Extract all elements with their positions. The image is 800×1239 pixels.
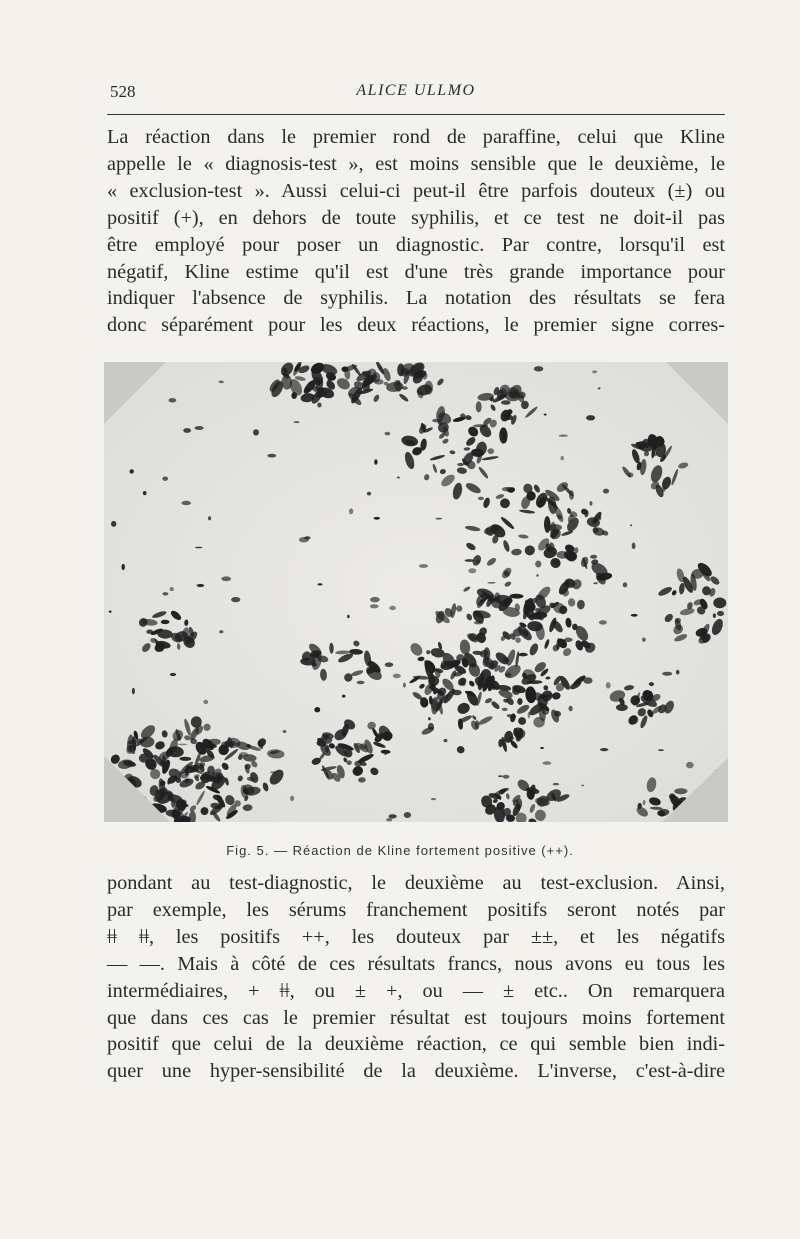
floc-speck	[219, 381, 224, 384]
floc-speck	[208, 516, 211, 520]
floc-speck	[428, 717, 431, 720]
floc-speck	[478, 497, 484, 501]
floc-speck	[404, 812, 411, 818]
floc-speck	[590, 501, 593, 506]
header-rule	[107, 114, 725, 115]
text-line: positif que celui de la deuxième réaction, ce qui semble bien indi-	[107, 1033, 725, 1056]
text-line: La réaction dans le premier rond de paraffine, celui que Kline	[107, 126, 725, 148]
floc-speck	[476, 559, 481, 563]
floc-speck	[676, 670, 680, 675]
running-head	[107, 82, 725, 104]
floc-speck	[686, 762, 694, 769]
floc-speck	[342, 695, 345, 698]
floc-speck	[581, 785, 584, 787]
floc-speck	[598, 387, 601, 389]
floc-speck	[367, 492, 371, 496]
floc-speck	[536, 574, 539, 577]
floc-speck	[195, 426, 204, 430]
floc-speck	[314, 707, 320, 712]
floc-speck	[419, 564, 428, 568]
floc-speck	[385, 662, 394, 667]
floc-speck	[468, 568, 476, 573]
text-line: que dans ces cas le premier résultat est toujours moins fortement	[107, 1006, 725, 1029]
floc-speck	[239, 752, 248, 756]
floc-speck	[435, 518, 442, 520]
text-line: pondant au test-diagnostic, le deuxième au test-exclusion. Ainsi,	[107, 872, 725, 894]
floc-particle	[476, 401, 482, 412]
floc-speck	[231, 597, 240, 602]
floc-speck	[534, 366, 543, 371]
floc-speck	[506, 487, 514, 492]
floc-speck	[632, 543, 636, 550]
floc-speck	[599, 515, 601, 521]
floc-speck	[623, 582, 628, 587]
text-line: donc séparément pour les deux réactions, le premier signe corres-	[107, 314, 725, 337]
text-line: par exemple, les sérums franchement positifs seront notés par	[107, 898, 725, 921]
floc-speck	[290, 796, 294, 802]
floc-speck	[606, 682, 611, 688]
floc-speck	[452, 690, 462, 696]
floc-speck	[586, 415, 595, 420]
floc-speck	[583, 677, 592, 684]
floc-speck	[386, 818, 392, 821]
floc-speck	[603, 489, 609, 494]
floc-speck	[245, 764, 251, 770]
floc-speck	[514, 389, 519, 395]
floc-speck	[132, 688, 135, 695]
floc-speck	[643, 800, 646, 805]
floc-speck	[468, 693, 474, 696]
floc-speck	[487, 582, 496, 584]
floc-speck	[444, 739, 448, 742]
floc-speck	[283, 730, 287, 733]
floc-speck	[354, 761, 361, 767]
floc-speck	[651, 453, 657, 457]
floc-speck	[162, 592, 168, 595]
floc-speck	[294, 421, 300, 423]
floc-speck	[169, 398, 177, 402]
floc-speck	[349, 508, 353, 514]
floc-speck	[457, 463, 464, 466]
floc-speck	[518, 653, 528, 657]
floc-speck	[195, 547, 202, 549]
running-title: ALICE ULLMO	[356, 82, 476, 99]
floc-speck	[161, 620, 170, 624]
micrograph-figure	[104, 362, 728, 822]
floc-speck	[270, 771, 275, 773]
text-line: positif (+), en dehors de toute syphilis, et ce test ne doit-il pas	[107, 206, 725, 229]
floc-speck	[197, 584, 205, 587]
floc-speck	[170, 587, 174, 591]
floc-speck	[389, 606, 396, 610]
floc-speck	[393, 674, 401, 679]
floc-speck	[109, 611, 112, 613]
floc-speck	[544, 414, 547, 416]
floc-speck	[642, 638, 646, 642]
floc-speck	[432, 419, 440, 423]
text-line: — —. Mais à côté de ces résultats francs, nous avons eu tous les	[107, 952, 725, 975]
floc-speck	[318, 583, 323, 585]
micrograph-image	[104, 362, 728, 822]
text-line: appelle le « diagnosis-test », est moins sensible que le deuxième, le	[107, 152, 725, 175]
floc-speck	[431, 798, 436, 800]
floc-speck	[221, 576, 231, 581]
paragraph-1	[107, 124, 725, 339]
page-number: 528	[110, 82, 136, 101]
floc-speck	[370, 597, 380, 602]
floc-speck	[498, 775, 503, 777]
floc-speck	[502, 708, 508, 711]
floc-speck	[359, 743, 367, 749]
floc-speck	[304, 536, 310, 539]
text-line: « exclusion-test ». Aussi celui-ci peut-il être parfois douteux (±) ou	[107, 179, 725, 202]
floc-speck	[474, 621, 484, 624]
floc-speck	[267, 454, 276, 458]
floc-speck	[413, 377, 417, 380]
floc-speck	[528, 712, 530, 718]
floc-speck	[631, 614, 638, 617]
text-line: indiquer l'absence de syphilis. La notation des résultats se fera	[107, 287, 725, 310]
floc-speck	[465, 559, 475, 562]
floc-speck	[143, 491, 147, 495]
text-line: être employé pour poser un diagnostic. Par contre, lorsqu'il est	[107, 233, 725, 256]
floc-speck	[122, 564, 125, 570]
floc-particle	[616, 704, 628, 711]
floc-speck	[374, 517, 380, 520]
floc-speck	[317, 403, 321, 408]
floc-speck	[543, 761, 552, 765]
floc-speck	[347, 615, 349, 618]
floc-speck	[183, 428, 191, 433]
floc-speck	[658, 749, 664, 751]
floc-speck	[219, 630, 223, 633]
floc-speck	[389, 814, 397, 818]
floc-speck	[540, 747, 543, 749]
floc-particle	[640, 442, 654, 452]
floc-speck	[111, 521, 116, 527]
floc-speck	[253, 429, 259, 435]
floc-speck	[432, 654, 435, 656]
floc-speck	[594, 582, 598, 584]
floc-speck	[592, 370, 597, 373]
text-line: ǂǂ ǂǂ, les positifs ++, les douteux par ±±, et les négatifs	[107, 925, 725, 948]
floc-speck	[501, 400, 511, 405]
floc-speck	[403, 683, 406, 688]
floc-speck	[385, 432, 391, 436]
text-line: quer une hyper-sensibilité de la deuxième. L'inverse, c'est-à-dire	[107, 1060, 725, 1083]
figure-caption: Fig. 5. — Réaction de Kline fortement positive (++).	[226, 843, 574, 858]
floc-speck	[564, 638, 572, 643]
floc-speck	[130, 469, 134, 473]
floc-speck	[553, 783, 559, 785]
floc-speck	[599, 620, 607, 624]
floc-speck	[374, 459, 377, 465]
floc-speck	[503, 775, 510, 779]
floc-speck	[662, 672, 672, 676]
floc-speck	[561, 456, 564, 460]
paragraph-2	[107, 870, 725, 1085]
floc-particle	[499, 427, 507, 443]
floc-speck	[559, 435, 568, 437]
floc-speck	[574, 547, 578, 553]
floc-speck	[397, 477, 400, 479]
floc-speck	[181, 501, 191, 505]
floc-speck	[630, 524, 632, 526]
floc-speck	[162, 477, 168, 481]
text-line: négatif, Kline estime qu'il est d'une très grande importance pour	[107, 260, 725, 283]
floc-speck	[357, 681, 365, 685]
text-line: intermédiaires, + ǂǂ, ou ± +, ou — ± etc.. On remarquera	[107, 979, 725, 1002]
floc-speck	[370, 604, 379, 608]
floc-speck	[170, 673, 176, 676]
floc-speck	[203, 700, 208, 704]
floc-speck	[178, 744, 188, 746]
floc-speck	[384, 751, 387, 755]
floc-particle	[498, 739, 502, 747]
floc-speck	[600, 748, 608, 751]
floc-speck	[569, 706, 573, 712]
